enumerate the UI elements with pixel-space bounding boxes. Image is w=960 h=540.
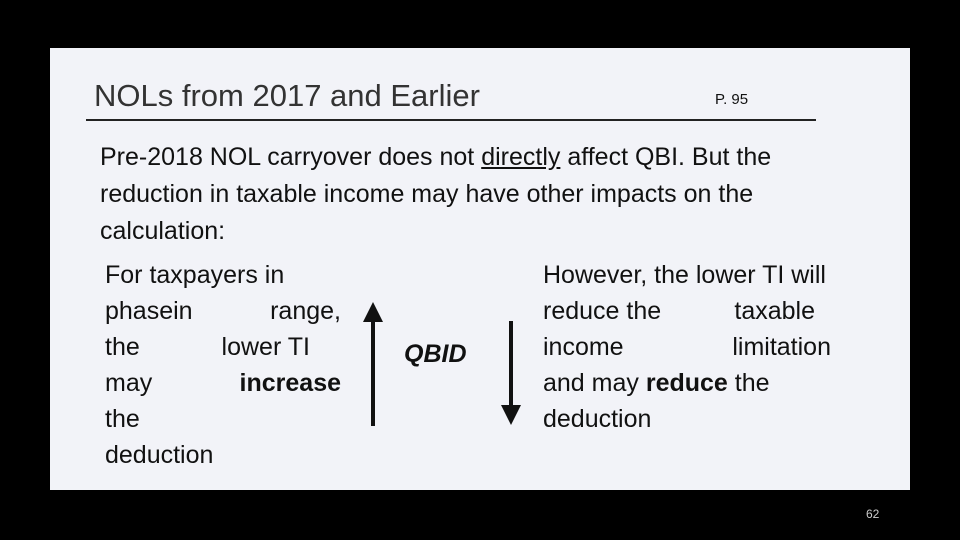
page-reference: P. 95 — [715, 91, 749, 108]
arrow-down-icon — [500, 321, 522, 425]
right-line-1: However, the lower TI will — [543, 261, 826, 289]
right-line-3a: income — [543, 333, 624, 361]
qbid-label: QBID — [404, 340, 467, 368]
right-column — [543, 257, 888, 437]
left-line-1: For taxpayers in — [105, 261, 285, 289]
left-column — [105, 257, 341, 473]
right-line-4c: the — [727, 369, 770, 397]
left-line-3a: the — [105, 333, 140, 361]
right-line-4a: and may — [543, 369, 646, 397]
left-line-4 — [105, 365, 341, 401]
right-line-3b: limitation — [732, 333, 831, 361]
intro-text-after: affect QBI. But the reduction in taxable income may have other impacts on the calculation: — [100, 143, 772, 245]
left-line-5: the — [105, 405, 140, 433]
right-line-2 — [543, 293, 815, 329]
left-line-3 — [105, 329, 310, 365]
right-line-2a: reduce the — [543, 297, 662, 325]
intro-paragraph — [100, 139, 880, 250]
right-line-5: deduction — [543, 405, 652, 433]
left-line-4b: increase — [239, 369, 341, 397]
left-line-2a: phasein — [105, 297, 193, 325]
left-line-2b: range, — [270, 297, 341, 325]
slide-number: 62 — [866, 507, 880, 521]
right-line-2b: taxable — [734, 297, 815, 325]
right-line-4b: reduce — [645, 369, 728, 397]
intro-text-before: Pre-2018 NOL carryover does not — [100, 143, 482, 171]
arrow-up-icon — [362, 302, 384, 426]
left-line-6: deduction — [105, 441, 214, 469]
intro-underlined-word: directly — [481, 143, 561, 171]
title-divider — [86, 119, 816, 121]
slide-title: NOLs from 2017 and Earlier — [94, 78, 480, 113]
right-line-4 — [543, 365, 888, 401]
left-line-2 — [105, 293, 341, 329]
left-line-3b: lower TI — [221, 333, 310, 361]
left-line-4a: may — [105, 369, 153, 397]
right-line-3 — [543, 329, 831, 365]
